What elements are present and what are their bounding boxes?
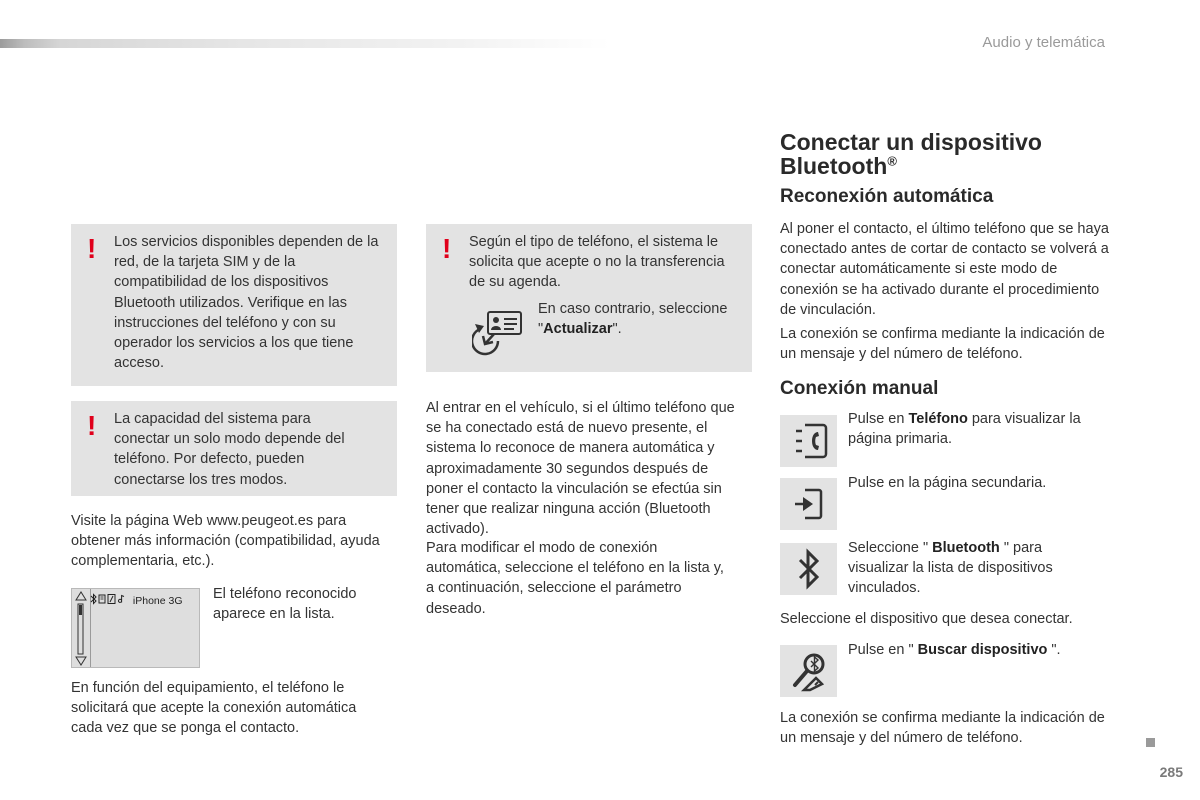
- contact-sync-icon: [472, 310, 524, 362]
- auto-connect-body-2: Para modificar el modo de conexión automática, seleccione el teléfono en la lista y, a continuación, seleccione el parámetro deseado.: [426, 540, 724, 617]
- auto-reconnect-confirm: La conexión se confirma mediante la indicación de un mensaje y del número de teléfono.: [780, 326, 1105, 363]
- scrollbar-graphic: [72, 589, 90, 667]
- phone-status-icons: [90, 593, 130, 605]
- warning-box-services: [71, 224, 397, 386]
- bluetooth-button[interactable]: [780, 543, 837, 595]
- section-title: Audio y telemática: [982, 34, 1105, 51]
- auto-reconnect-text: Al poner el contacto, el último teléfono que se haya conectado antes de cortar de contacto se volverá a conectar automáticamente si este modo de conexión se ha activado durante el procedimiento de vinculación.: [780, 221, 1109, 318]
- search-device-label: Buscar dispositivo: [917, 642, 1048, 658]
- connection-confirm-note: La conexión se confirma mediante la indicación de un mensaje y del número de teléfono.: [780, 710, 1105, 747]
- warning-text: Los servicios disponibles dependen de la red, de la tarjeta SIM y de la compatibilidad de los dispositivos Bluetooth utilizados. Verifique en las instrucciones del teléfono y con su operador los servicios a los que tiene acceso.: [114, 234, 379, 372]
- page-number: 285: [1159, 764, 1183, 780]
- secondary-page-button[interactable]: [780, 478, 837, 530]
- scrollbar: [72, 589, 91, 667]
- step-secondary: Pulse en la página secundaria.: [848, 475, 1047, 491]
- phone-icon: [789, 419, 829, 463]
- warning-box-modes: [71, 401, 397, 496]
- screen-caption: El teléfono reconocido aparece en la lista.: [213, 586, 357, 623]
- exclamation-icon: !: [87, 410, 97, 441]
- step-bluetooth: Seleccione " Bluetooth " para visualizar la lista de dispositivos vinculados.: [848, 540, 1053, 597]
- phone-label: Teléfono: [908, 411, 968, 427]
- web-note: Visite la página Web www.peugeot.es para obtener más información (compatibilidad, ayuda complementaria, etc.).: [71, 513, 380, 570]
- update-label: Actualizar: [543, 321, 613, 338]
- page-marker: [1146, 738, 1155, 747]
- auto-connect-body: Al entrar en el vehículo, si el último teléfono que se ha conectado está de nuevo presente, el sistema lo reconoce de manera automática y aproximadamente 30 segundos después de poner el contacto la vinculación se efectúa sin tener que realizar ninguna acción (Bluetooth activado).: [426, 400, 735, 538]
- exclamation-icon: !: [87, 233, 97, 264]
- page-heading: Conectar un dispositivo Bluetooth®: [780, 129, 1042, 179]
- step-search: Pulse en " Buscar dispositivo ".: [848, 642, 1061, 658]
- auto-accept-note: En función del equipamiento, el teléfono le solicitará que acepte la conexión automática cada vez que se ponga el contacto.: [71, 680, 357, 737]
- manual-connect-heading: Conexión manual: [780, 378, 939, 399]
- warning-text: La capacidad del sistema para conectar un solo modo depende del teléfono. Por defecto, pueden conectarse los tres modos.: [114, 411, 345, 488]
- phone-button[interactable]: [780, 415, 837, 467]
- bluetooth-label: Bluetooth: [932, 540, 1000, 556]
- phone-list-screen: [71, 588, 200, 668]
- search-device-icon: [787, 649, 831, 693]
- update-instruction: En caso contrario, seleccione "Actualizar".: [538, 301, 728, 338]
- warning-box-agenda: [426, 224, 752, 372]
- registered-mark: ®: [887, 153, 897, 169]
- select-device-note: Seleccione el dispositivo que desea conectar.: [780, 611, 1073, 627]
- bluetooth-icon: [794, 548, 824, 590]
- secondary-page-icon: [789, 484, 829, 524]
- step-phone: Pulse en Teléfono para visualizar la página primaria.: [848, 411, 1081, 448]
- search-device-button[interactable]: [780, 645, 837, 697]
- phone-list-row: [90, 593, 183, 608]
- phone-name: iPhone 3G: [132, 595, 183, 607]
- warning-text: Según el tipo de teléfono, el sistema le solicita que acepte o no la transferencia de su agenda.: [469, 234, 725, 291]
- auto-reconnect-heading: Reconexión automática: [780, 186, 994, 207]
- exclamation-icon: !: [442, 233, 452, 264]
- header-gradient-bar: [0, 39, 610, 48]
